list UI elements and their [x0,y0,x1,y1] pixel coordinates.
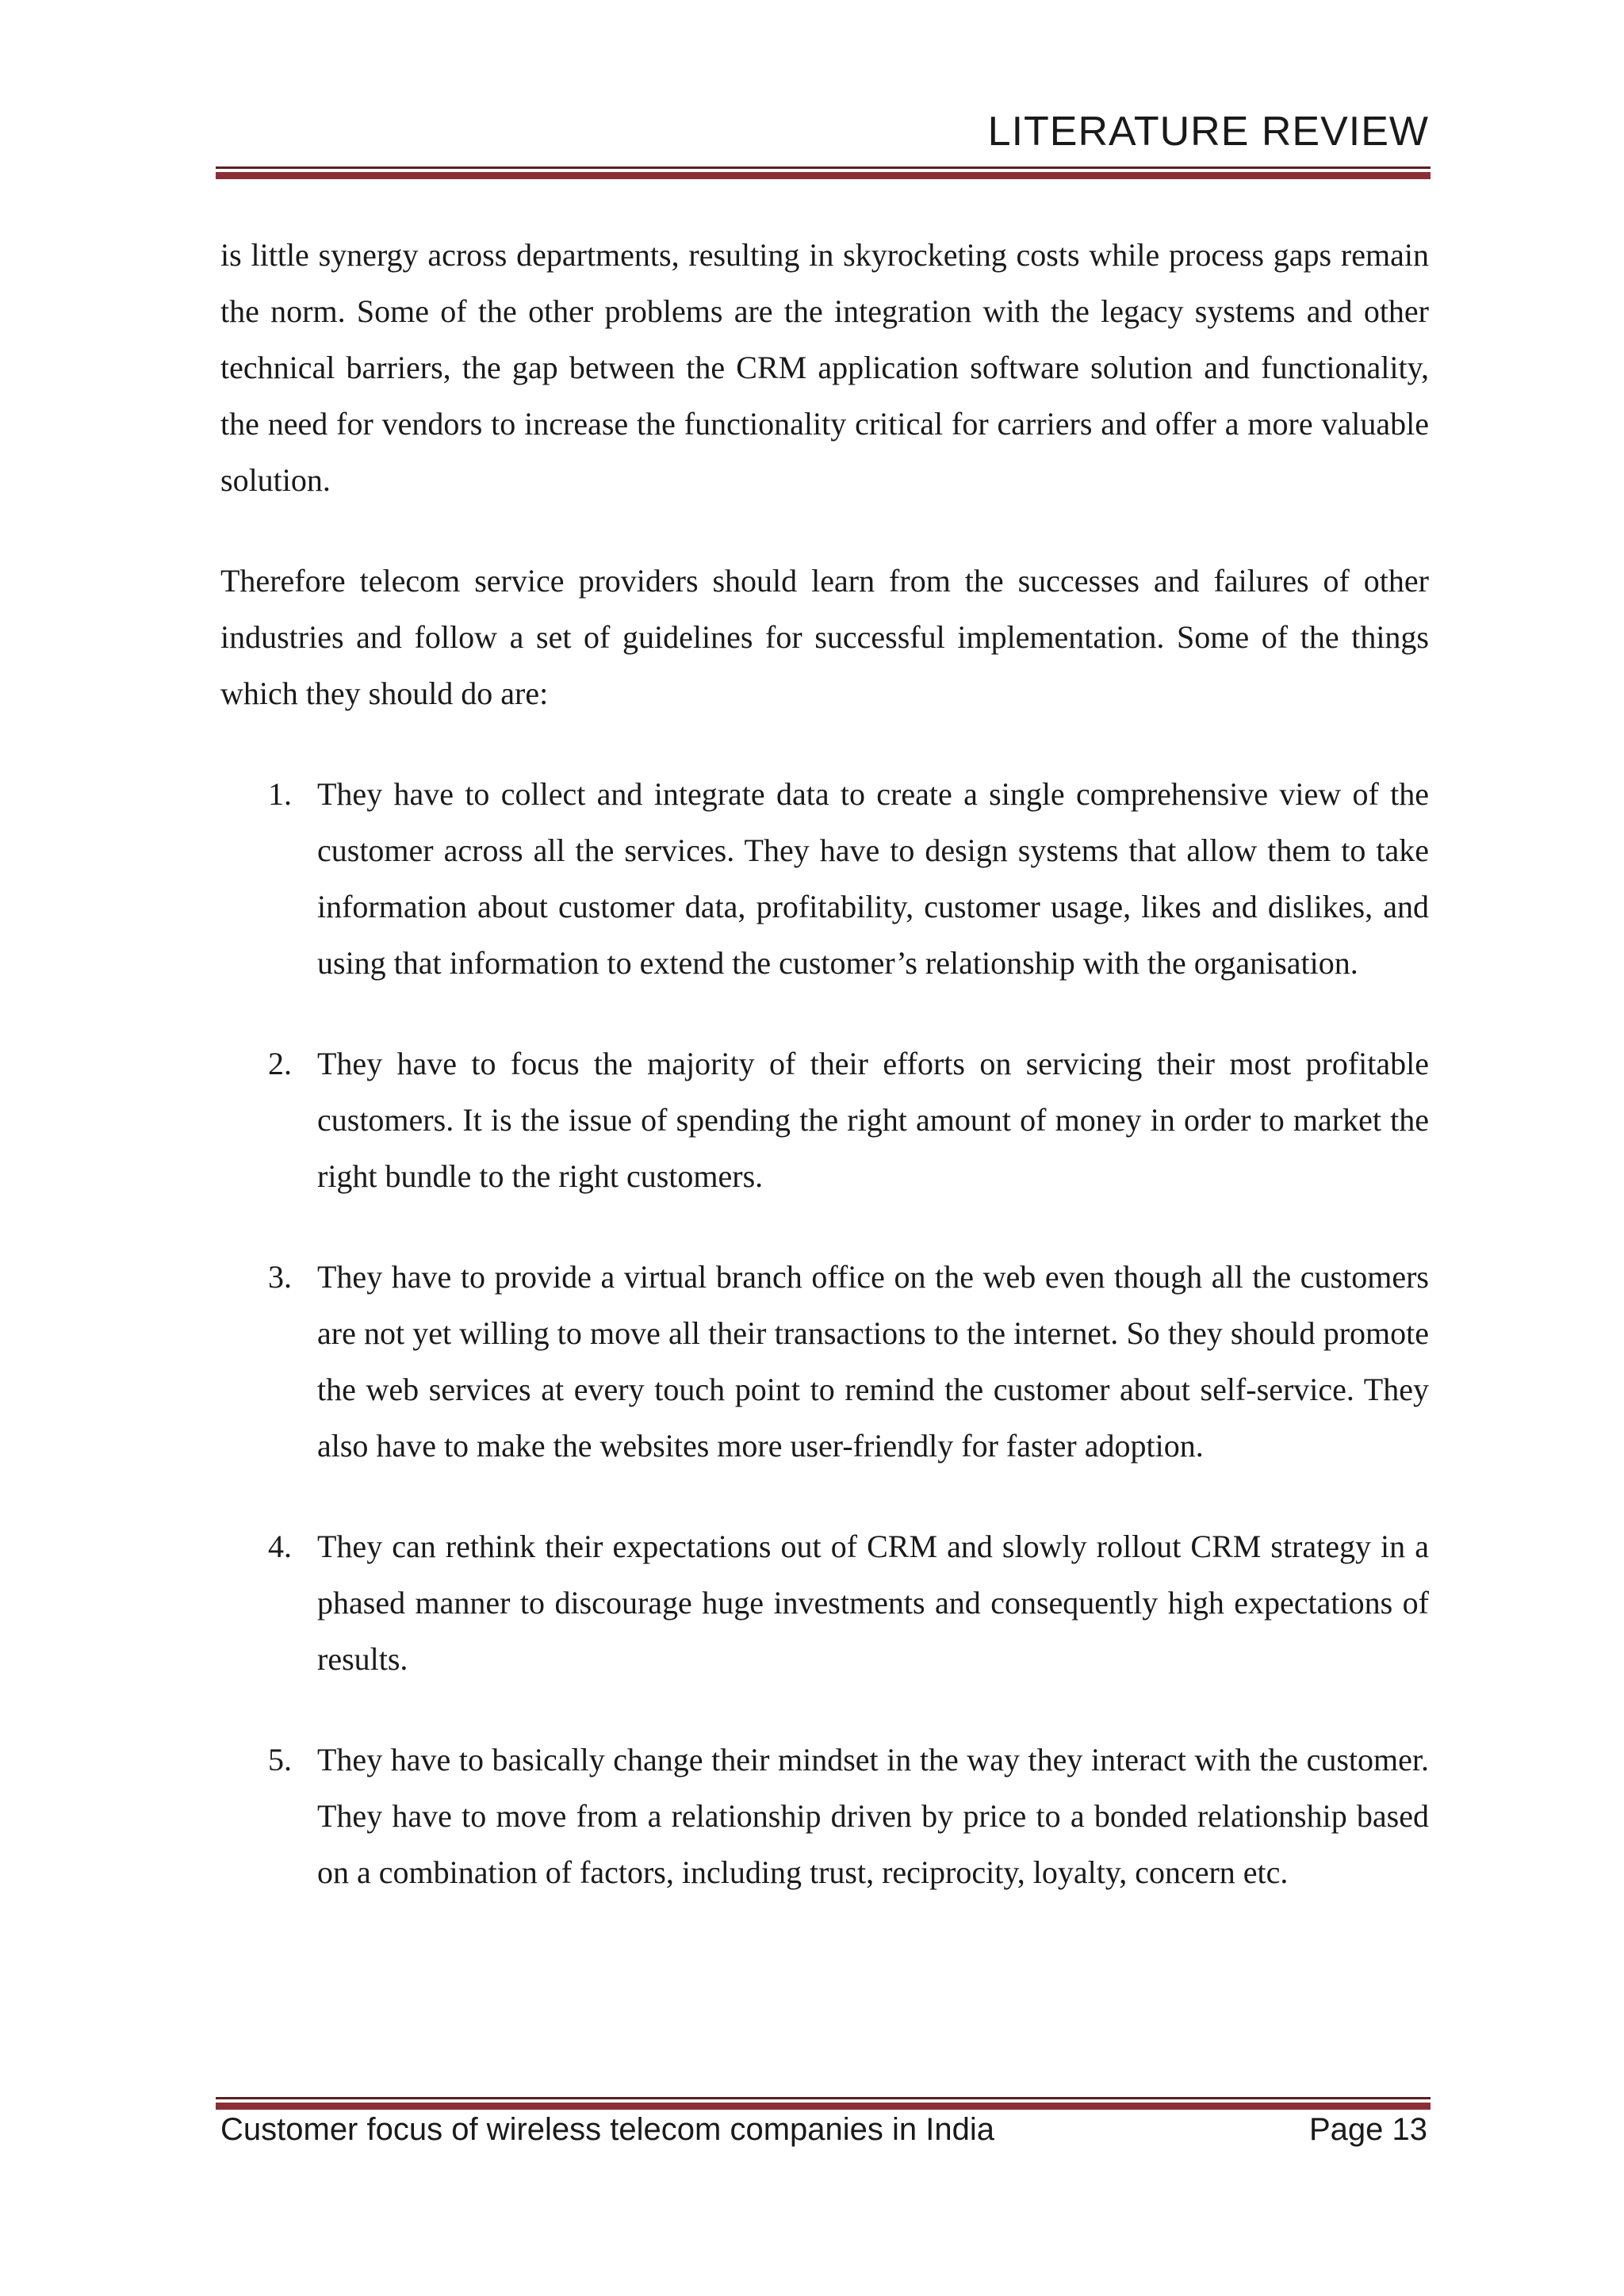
main-text [220,227,1429,1945]
list-item-text: They have to provide a virtual branch office on the web even though all the customers are not yet willing to move all their transactions to the internet. So they should promote the web services at every touch point to remind the customer about self-service. They also have to make the websites more user-friendly for faster adoption. [317,1259,1429,1464]
guidelines-list [220,766,1429,1900]
list-item-text: They have to basically change their mindset in the way they interact with the customer. They have to move from a relationship driven by price to a bonded relationship based on a combination of factors, including trust, reciprocity, loyalty, concern etc. [317,1742,1429,1890]
list-item [220,1035,1429,1204]
list-item-number: 4. [268,1529,292,1564]
list-item [220,766,1429,991]
list-item-number: 3. [268,1259,292,1295]
list-item-text: They can rethink their expectations out of CRM and slowly rollout CRM strategy in a phased manner to discourage huge investments and consequently high expectations of results. [317,1529,1429,1677]
footer-rule [216,2097,1431,2110]
list-item-text: They have to focus the majority of their efforts on servicing their most profitable customers. It is the issue of spending the right amount of money in order to market the right bundle to the right customers. [317,1046,1429,1194]
list-item-number: 2. [268,1046,292,1081]
list-item-text: They have to collect and integrate data to create a single comprehensive view of the customer across all the services. They have to design systems that allow them to take information about customer data, profitability, customer usage, likes and dislikes, and using that information to extend the customer’s relationship with the organisation. [317,776,1429,981]
list-item-number: 5. [268,1742,292,1777]
running-header-title: LITERATURE REVIEW [987,109,1429,155]
header-rule-thin-line [216,166,1431,169]
list-item [220,1732,1429,1900]
list-item [220,1249,1429,1474]
footer-document-title: Customer focus of wireless telecom companies in India [220,2112,994,2147]
paragraph-guidelines-intro: Therefore telecom service providers should learn from the successes and failures of other industries and follow a set of guidelines for successful implementation. Some of the things which they should do are: [220,563,1429,711]
list-item-number: 1. [268,776,292,812]
footer-page-number: Page 13 [1308,2112,1427,2147]
header-rule [216,166,1431,179]
footer-rule-thin-line [216,2097,1431,2099]
paragraph-continuation: is little synergy across departments, resulting in skyrocketing costs while process gaps remain the norm. Some of the other problems are the integration with the legacy systems and other technical barriers, the gap between the CRM application software solution and functionality, the need for vendors to increase the functionality critical for carriers and offer a more valuable solution. [220,237,1429,498]
header-rule-thick-line [216,172,1431,179]
footer-rule-thick-line [216,2103,1431,2110]
list-item [220,1518,1429,1687]
